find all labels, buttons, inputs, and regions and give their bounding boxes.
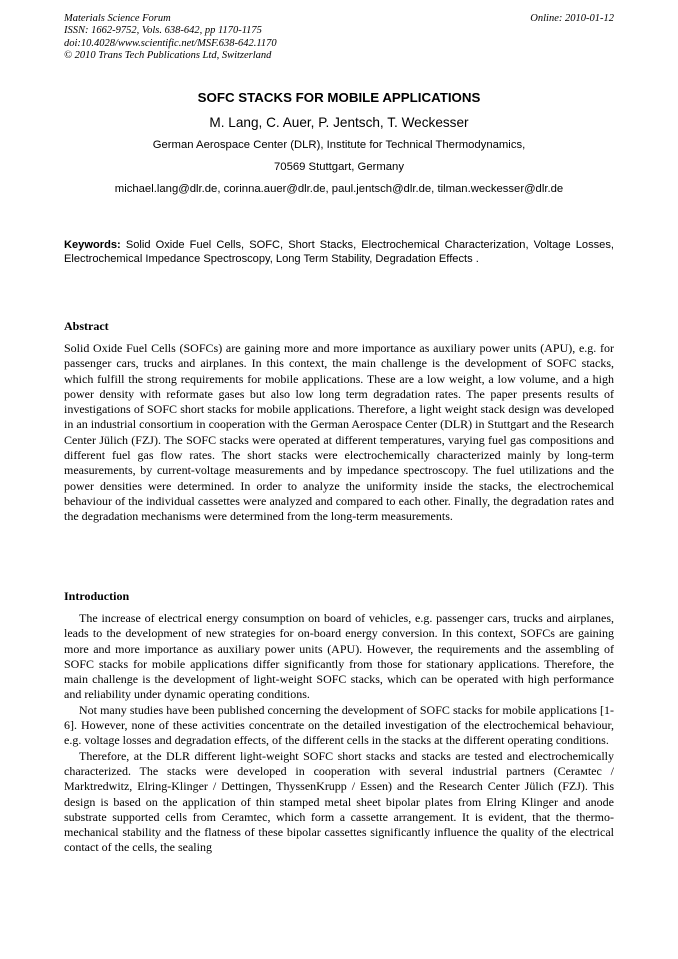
journal-header [64, 13, 424, 63]
intro-paragraph: Not many studies have been published concerning the development of SOFC stacks for mobile applications [1-6]. However, none of these activities concentrate on the detailed investigation of the electrochemical behaviour, e.g. voltage losses and degradation effects, of the different cells in the stacks at the different operating conditions. [64, 702, 614, 748]
journal-name: Materials Science Forum [64, 13, 171, 24]
journal-copyright: © 2010 Trans Tech Publications Ltd, Switzerland [64, 50, 272, 62]
introduction-body [64, 611, 614, 856]
paper-authors: M. Lang, C. Auer, P. Jentsch, T. Weckesser [209, 115, 469, 130]
online-date: Online: 2010-01-12 [530, 13, 614, 24]
author-emails: michael.lang@dlr.de, corinna.auer@dlr.de, paul.jentsch@dlr.de, tilman.weckesser@dlr.de [114, 183, 564, 195]
intro-paragraph: The increase of electrical energy consumption on board of vehicles, e.g. passenger cars, trucks and airplanes, leads to the development of new strategies for on-board energy conversion. In this context, SOFCs are gaining more and more importance as auxiliary power units (APU). However, the requirements and the assembling of SOFC stacks for mobile applications differ significantly from those for stationary applications. Therefore, the main challenge is the development of light-weight SOFC stacks, which can be operated with high performance and reliability under dynamic operating conditions. [64, 611, 614, 702]
paper-title: SOFC STACKS FOR MOBILE APPLICATIONS [197, 90, 481, 105]
introduction-heading: Introduction [64, 589, 130, 603]
journal-issn: ISSN: 1662-9752, Vols. 638-642, pp 1170-1175 [64, 25, 262, 37]
abstract-text: Solid Oxide Fuel Cells (SOFCs) are gaining more and more importance as auxiliary power units (APU), e.g. for passenger cars, trucks and airplanes. In this context, the main challenge is the development of SOFC stacks, which fulfill the strong requirements for mobile applications. These are a low weight, a low volume, and a high power density with reformate gases but also low long term degradation rates. The paper presents results of investigations of SOFC short stacks for mobile applications. Therefore, a light weight stack design was developed in an industrial consortium in cooperation with the German Aerospace Center (DLR) in Stuttgart and the Research Center Jülich (FZJ). The SOFC stacks were operated at different temperatures, varying fuel gas compositions and different fuel gas flow rates. The short stacks were electrochemically characterized mainly by long-term measurements, by current-voltage measurements and by impedance spectroscopy. The fuel utilizations and the power densities were determined. In order to analyze the uniformity inside the stacks, the electrochemical behaviour of the individual cassettes were analyzed and compared to each other. Finally, the degradation rates and the degradation mechanisms were determined from the long-term measurements. [64, 341, 614, 524]
affiliation-line-2: 70569 Stuttgart, Germany [274, 161, 404, 173]
journal-doi: doi:10.4028/www.scientific.net/MSF.638-642.1170 [64, 37, 277, 49]
keywords-text: Solid Oxide Fuel Cells, SOFC, Short Stacks, Electrochemical Characterization, Voltage Losses, Electrochemical Impedance Spectroscopy, Long Term Stability, Degradation Effects . [64, 239, 614, 266]
intro-paragraph: Therefore, at the DLR different light-weight SOFC short stacks and stacks are tested and electrochemically characterized. The stacks were developed in cooperation with several industrial partners (Cerамtec / Marktredwitz, Elring-Klinger / Dettingen, ThyssenKrupp / Essen) and the Research Center Jülich (FZJ). This design is based on the application of thin stamped metal sheet bipolar plates from Elring Klinger and anode substrate supported cells from Ceramtec, which form a cassette arrangement. It is evident, that the thermo-mechanical stability and the flatness of these bipolar cassettes significantly influence the quality of the electrical contact of the cells, the sealing [64, 748, 614, 855]
abstract-heading: Abstract [64, 319, 109, 333]
keywords-block [64, 238, 614, 267]
keywords-label: Keywords: [64, 239, 121, 251]
affiliation-line-1: German Aerospace Center (DLR), Institute for Technical Thermodynamics, [152, 139, 526, 151]
